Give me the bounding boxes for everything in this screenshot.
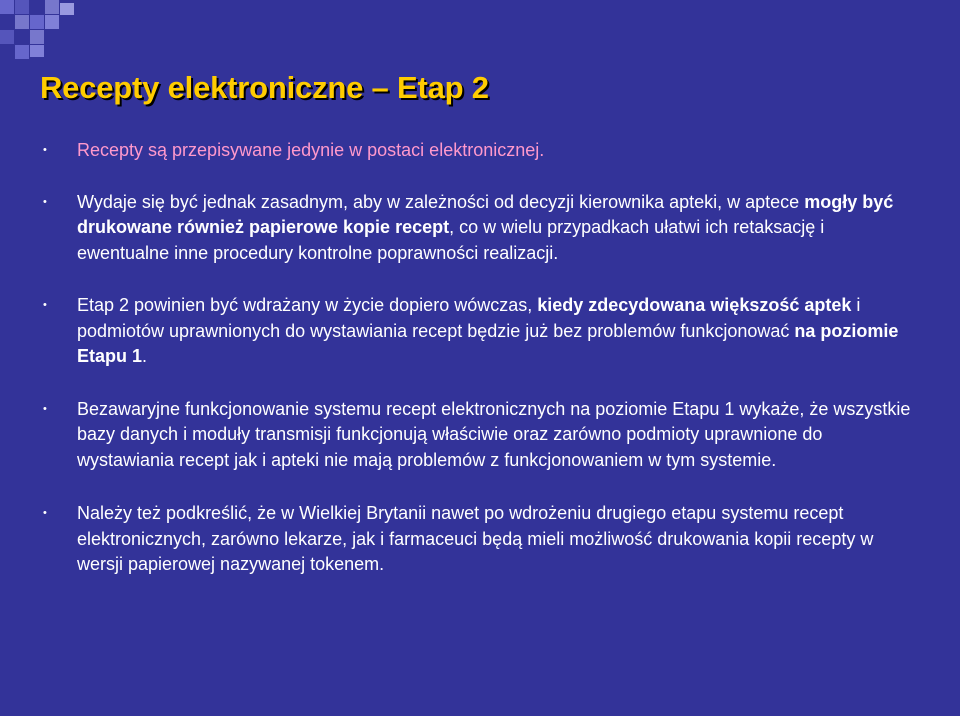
decor-square — [30, 45, 44, 57]
bullet-glyph: • — [43, 144, 47, 156]
slide-title: Recepty elektroniczne – Etap 2 — [40, 70, 489, 105]
decor-square — [30, 15, 44, 29]
bullet-item — [40, 293, 920, 370]
decor-square — [15, 15, 29, 29]
bullet-text: Bezawaryjne funkcjonowanie systemu recept elektronicznych na poziomie Etapu 1 wykaże, że wszystkie bazy danych i moduły transmisji funkcjonują właściwie oraz zarówno podmioty uprawnione do wystawiania recept jak i apteki nie mają problemów z funkcjonowaniem w tym systemie. — [77, 398, 911, 470]
bullet-glyph: • — [43, 402, 47, 415]
decor-square — [15, 45, 29, 59]
decor-square — [0, 0, 14, 14]
decor-square — [30, 30, 44, 44]
decor-square — [45, 15, 59, 29]
bullet-item — [40, 190, 920, 267]
bullet-item — [40, 138, 920, 164]
bullet-glyph: • — [43, 507, 47, 519]
bullet-text: Wydaje się być jednak zasadnym, aby w zależności od decyzji kierownika apteki, w aptece — [77, 191, 805, 212]
bullet-text-bold: na poziomie Etapu 1 — [77, 320, 899, 366]
bullet-glyph: • — [43, 195, 47, 208]
bullet-text: Recepty są przepisywane jedynie w postaci elektronicznej. — [77, 140, 545, 160]
bullet-text: Etap 2 powinien być wdrażany w życie dopiero wówczas, — [77, 295, 538, 315]
bullet-text-bold: kiedy zdecydowana większość aptek — [537, 295, 852, 315]
bullet-list — [40, 138, 920, 578]
bullet-text: i podmiotów uprawnionych do wystawiania recept będzie już bez problemów funkcjonować — [77, 295, 861, 341]
bullet-glyph: • — [43, 299, 47, 311]
bullet-text: . — [142, 346, 148, 366]
bullet-item — [40, 501, 920, 578]
decor-square — [0, 30, 14, 44]
decor-square — [15, 0, 29, 14]
decor-square — [60, 3, 74, 15]
bullet-item — [40, 397, 920, 474]
bullet-text: Należy też podkreślić, że w Wielkiej Brytanii nawet po wdrożeniu drugiego etapu systemu recept elektronicznych, zarówno lekarze, jak i farmaceuci będą mieli możliwość drukowania kopii recepty w wersji papierowej nazywanej tokenem. — [77, 503, 874, 574]
bullet-text-bold: mogły być drukowane również papierowe kopie recept — [77, 191, 894, 237]
decor-square — [45, 0, 59, 14]
bullet-text: , co w wielu przypadkach ułatwi ich retaksację i ewentualne inne procedury kontrolne poprawności realizacji. — [77, 217, 825, 263]
